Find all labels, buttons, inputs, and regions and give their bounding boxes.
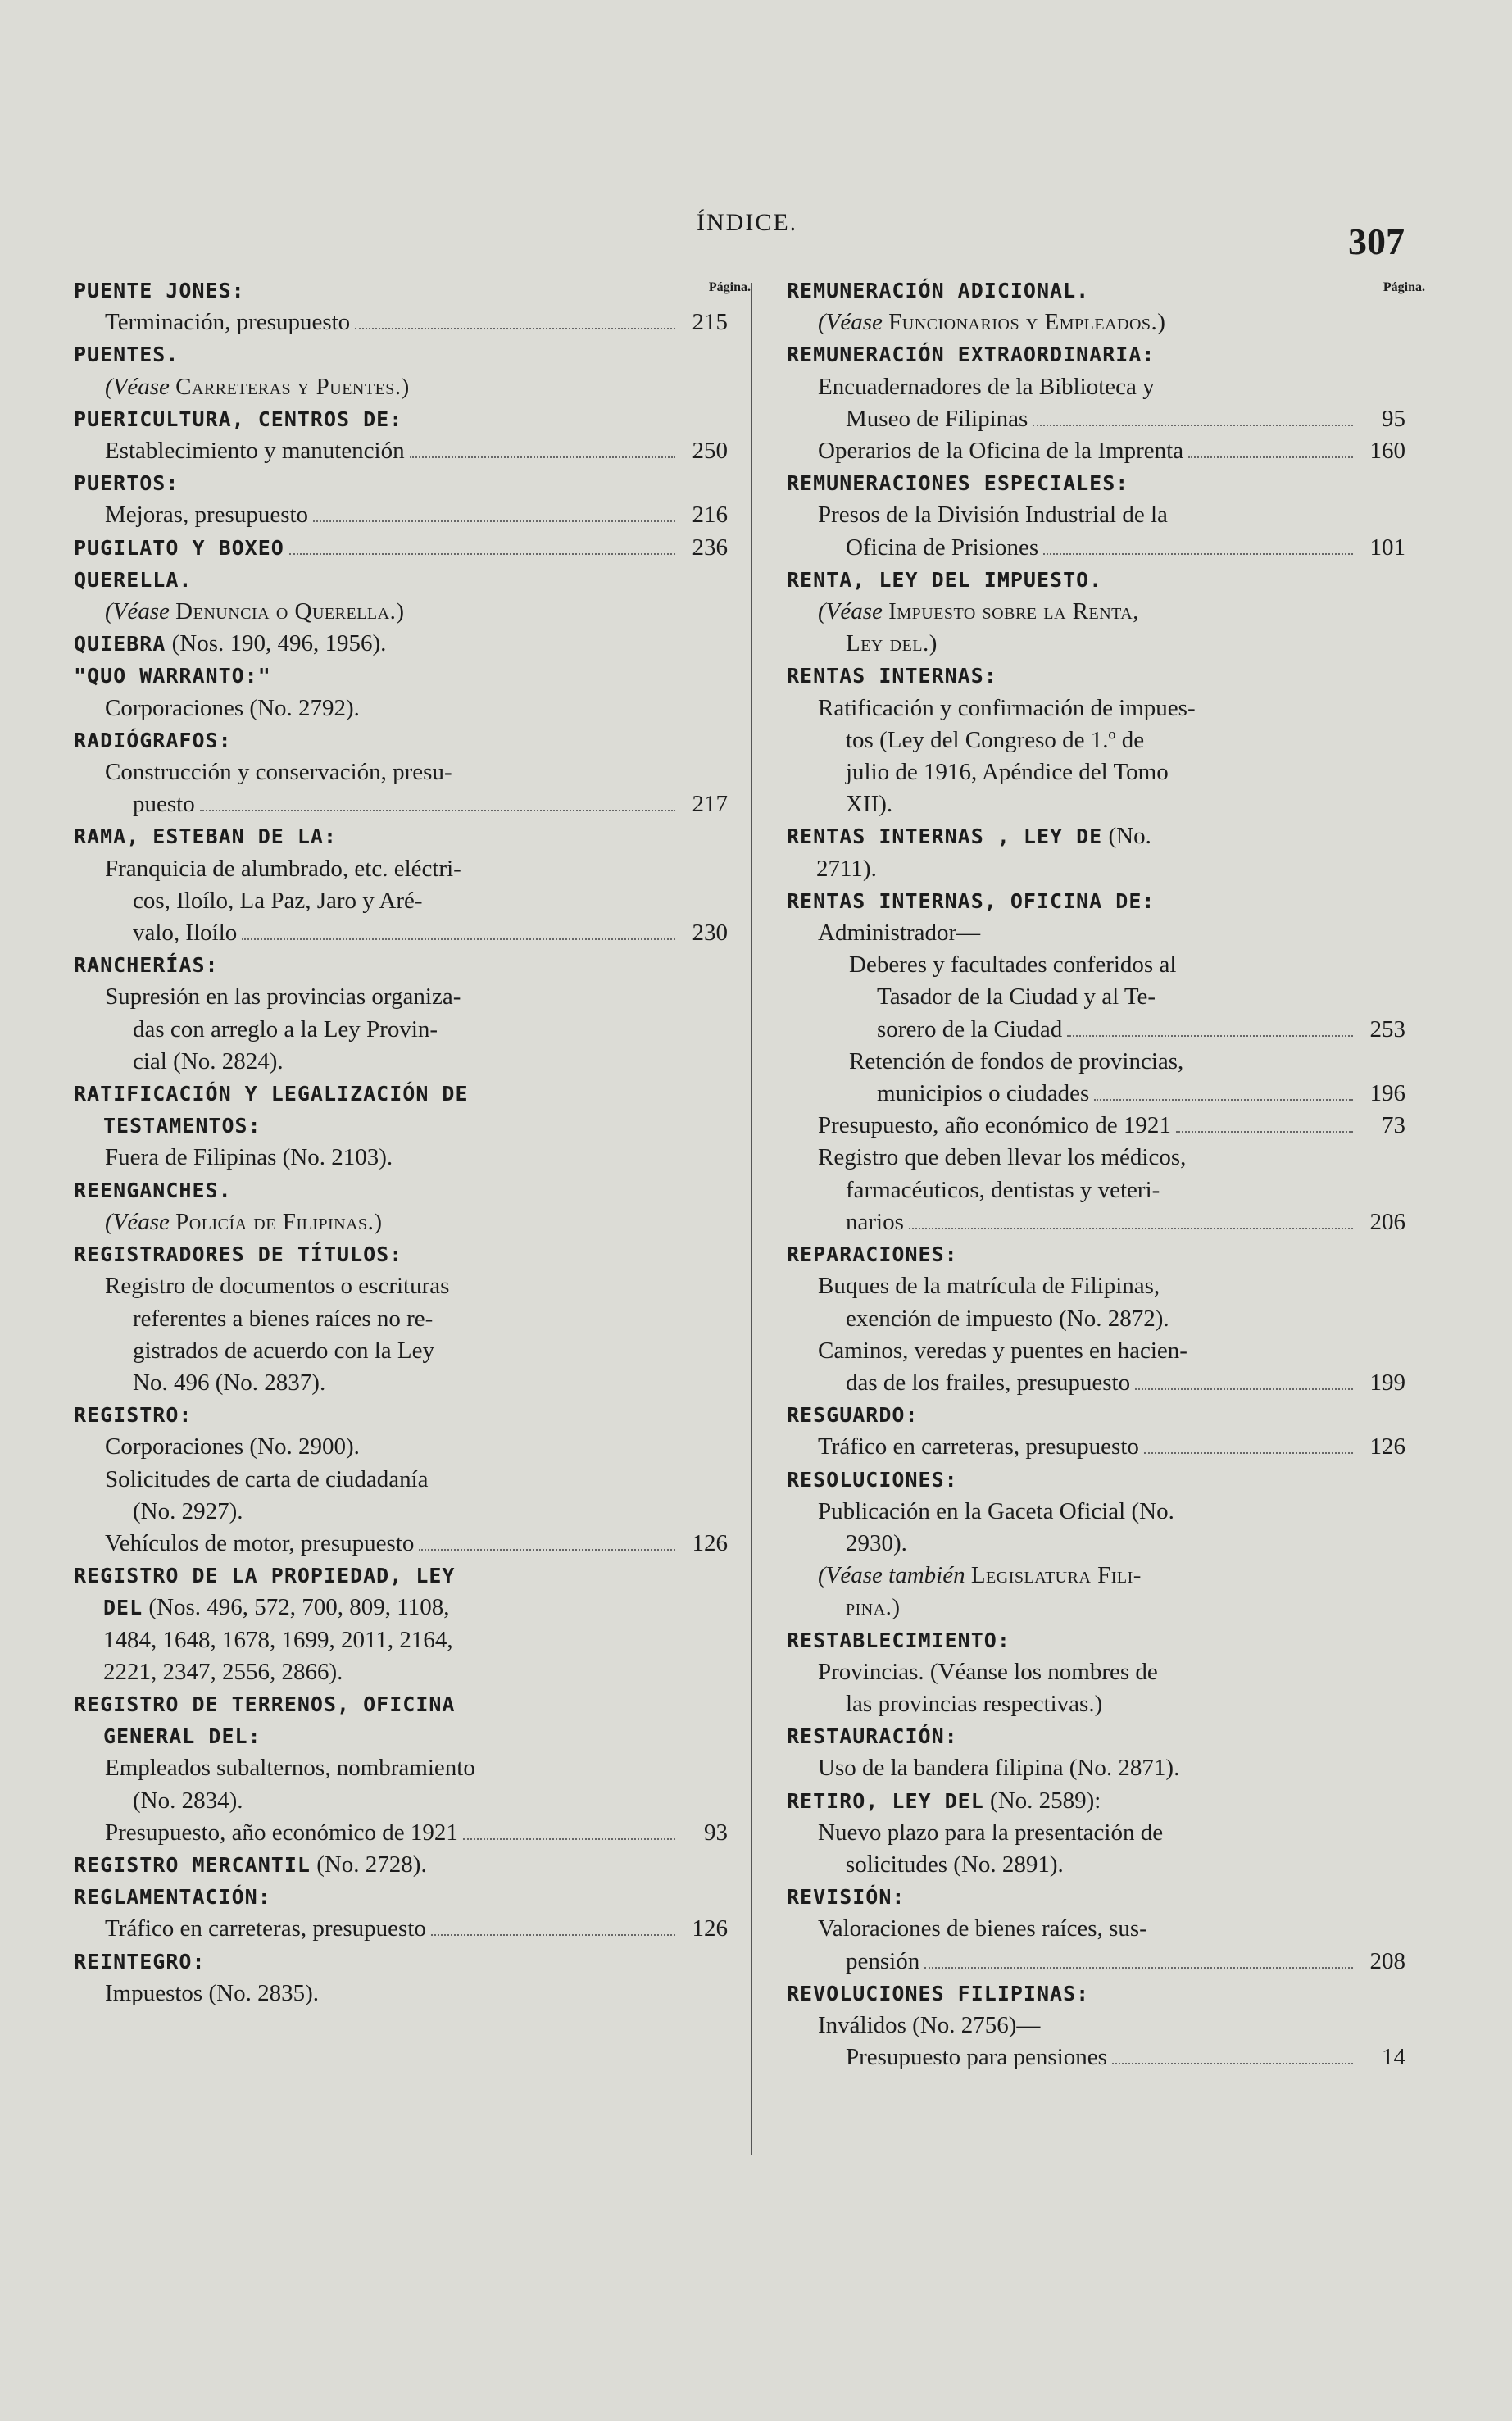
index-heading xyxy=(787,1464,1405,1496)
see-label: (Véase xyxy=(105,1208,170,1235)
heading-term: REMUNERACIÓN ADICIONAL. xyxy=(787,279,1090,302)
index-subentry xyxy=(787,499,1405,531)
page-ref: 208 xyxy=(1369,1947,1405,1974)
index-subentry xyxy=(787,532,1405,564)
index-subentry xyxy=(74,499,728,531)
index-subentry xyxy=(787,1110,1405,1142)
index-subentry xyxy=(74,1913,728,1945)
index-subentry xyxy=(787,693,1405,724)
heading-term: DEL xyxy=(103,1596,143,1620)
heading-term: "QUO WARRANTO:" xyxy=(74,664,271,688)
index-subentry xyxy=(787,1496,1405,1528)
index-subentry xyxy=(787,1174,1405,1206)
dot-leader xyxy=(289,553,675,555)
heading-term: PUGILATO Y BOXEO xyxy=(74,535,284,560)
heading-term: REINTEGRO: xyxy=(74,1949,206,1974)
index-heading-continuation: 2221, 2347, 2556, 2866). xyxy=(103,1658,343,1685)
heading-term: REGISTRO MERCANTIL xyxy=(74,1852,311,1877)
subentry-text: municipios o ciudades xyxy=(877,1080,1090,1107)
index-subentry xyxy=(787,949,1405,981)
heading-term: QUIEBRA xyxy=(74,632,166,656)
subentry-text: Publicación en la Gaceta Oficial (No. xyxy=(818,1497,1174,1524)
index-subentry xyxy=(74,788,728,820)
index-heading xyxy=(787,467,1405,499)
index-heading xyxy=(787,1238,1405,1270)
index-heading xyxy=(74,564,728,596)
subentry-text: Terminación, presupuesto xyxy=(105,309,351,336)
page-ref: 250 xyxy=(692,438,728,465)
see-reference xyxy=(787,596,1405,628)
index-subentry xyxy=(787,724,1405,756)
subentry-text: puesto xyxy=(133,791,195,818)
index-subentry xyxy=(74,1142,728,1174)
page-ref: 126 xyxy=(692,1529,728,1556)
index-subentry xyxy=(787,1688,1405,1720)
heading-term: RESGUARDO: xyxy=(787,1403,919,1428)
subentry-text: Solicitudes de carta de ciudadanía xyxy=(105,1465,429,1492)
heading-term: RAMA, ESTEBAN DE LA: xyxy=(74,824,338,849)
heading-term: PUERTOS: xyxy=(74,471,179,496)
index-heading xyxy=(787,1881,1405,1913)
index-subentry xyxy=(787,1046,1405,1078)
see-reference xyxy=(787,307,1405,338)
index-heading xyxy=(787,1720,1405,1752)
subentry-text: Tasador de la Ciudad y al Te- xyxy=(877,983,1156,1011)
index-heading xyxy=(74,1688,728,1720)
page-ref: 160 xyxy=(1369,438,1405,465)
index-subentry xyxy=(787,1528,1405,1560)
subentry-text: exención de impuesto (No. 2872). xyxy=(846,1305,1169,1332)
index-heading xyxy=(787,1978,1405,2010)
subentry-text: Encuadernadores de la Biblioteca y xyxy=(818,373,1155,400)
index-subentry xyxy=(74,1785,728,1817)
dot-leader xyxy=(1067,1035,1353,1037)
index-subentry xyxy=(787,2010,1405,2042)
index-heading xyxy=(74,1399,728,1431)
index-heading xyxy=(787,885,1405,917)
pagina-label: Página. xyxy=(1383,280,1425,294)
index-subentry xyxy=(787,371,1405,403)
index-heading xyxy=(787,564,1405,596)
index-subentry xyxy=(74,885,728,917)
index-subentry xyxy=(787,756,1405,788)
index-subentry xyxy=(74,853,728,885)
index-subentry xyxy=(74,981,728,1013)
index-heading xyxy=(787,1624,1405,1656)
page-ref: 253 xyxy=(1369,1015,1405,1042)
index-subentry xyxy=(787,1752,1405,1784)
heading-term: REGLAMENTACIÓN: xyxy=(74,1885,271,1910)
dot-leader xyxy=(200,810,675,811)
dot-leader xyxy=(419,1549,675,1551)
dot-leader xyxy=(463,1838,675,1840)
page-ref: 196 xyxy=(1369,1080,1405,1107)
index-heading xyxy=(74,1592,728,1624)
dot-leader xyxy=(1112,2063,1353,2064)
index-heading xyxy=(787,1785,1405,1817)
index-subentry xyxy=(787,1270,1405,1302)
dot-leader xyxy=(1094,1099,1353,1101)
subentry-text: gistrados de acuerdo con la Ley xyxy=(133,1337,434,1364)
dot-leader xyxy=(431,1934,675,1936)
index-subentry xyxy=(74,1431,728,1463)
index-column-left xyxy=(74,275,751,2010)
page-ref: 126 xyxy=(1369,1433,1405,1460)
subentry-text: Supresión en las provincias organiza- xyxy=(105,983,461,1011)
page-ref: 95 xyxy=(1382,405,1405,432)
index-heading xyxy=(74,628,728,660)
index-column-right xyxy=(787,275,1425,2074)
subentry-text: Registro que deben llevar los médicos, xyxy=(818,1144,1187,1171)
see-label: (Véase xyxy=(818,309,883,336)
index-heading xyxy=(787,338,1405,370)
index-heading xyxy=(787,1399,1405,1431)
index-heading xyxy=(74,1174,728,1206)
index-subentry xyxy=(74,756,728,788)
dot-leader xyxy=(355,328,675,329)
see-reference xyxy=(74,1206,728,1238)
heading-term: RENTAS INTERNAS, OFICINA DE: xyxy=(787,888,1156,913)
heading-term: PUENTES. xyxy=(74,343,179,367)
heading-term: RESOLUCIONES: xyxy=(787,1467,958,1492)
heading-term: RADIÓGRAFOS: xyxy=(74,728,232,752)
subentry-text: Buques de la matrícula de Filipinas, xyxy=(818,1273,1160,1300)
heading-term: TESTAMENTOS: xyxy=(103,1114,261,1138)
see-label: (Véase xyxy=(105,373,170,400)
index-subentry xyxy=(74,1496,728,1528)
index-heading xyxy=(74,467,728,499)
see-reference xyxy=(787,1560,1405,1592)
subentry-text: sorero de la Ciudad xyxy=(877,1015,1063,1042)
subentry-text: Administrador— xyxy=(818,920,981,947)
heading-term: RESTAURACIÓN: xyxy=(787,1724,958,1749)
subentry-text: (No. 2834). xyxy=(133,1787,243,1814)
see-target: Legislatura Fili- xyxy=(970,1562,1142,1589)
subentry-text: farmacéuticos, dentistas y veteri- xyxy=(846,1176,1160,1203)
index-subentry xyxy=(74,1978,728,2010)
index-subentry xyxy=(787,1303,1405,1335)
index-subentry xyxy=(787,1206,1405,1238)
index-subentry xyxy=(74,1303,728,1335)
index-heading xyxy=(74,724,728,756)
index-heading xyxy=(74,820,728,852)
subentry-text: 2930). xyxy=(846,1529,907,1556)
subentry-text: Presupuesto para pensiones xyxy=(846,2044,1107,2071)
dot-leader xyxy=(924,1967,1353,1969)
subentry-text: Oficina de Prisiones xyxy=(846,534,1039,561)
index-subentry xyxy=(787,1817,1405,1849)
index-subentry xyxy=(787,435,1405,467)
law-numbers: (No. xyxy=(1108,823,1151,850)
subentry-text: Tráfico en carreteras, presupuesto xyxy=(105,1915,426,1942)
law-numbers: (Nos. 496, 572, 700, 809, 1108, xyxy=(148,1594,450,1621)
subentry-text: Empleados subalternos, nombramiento xyxy=(105,1755,475,1782)
index-subentry xyxy=(787,1078,1405,1110)
subentry-text: Vehículos de motor, presupuesto xyxy=(105,1529,415,1556)
subentry-text: valo, Iloílo xyxy=(133,920,238,947)
see-label: (Véase xyxy=(818,598,883,625)
index-subentry xyxy=(787,917,1405,949)
index-subentry xyxy=(787,403,1405,435)
pagina-label: Página. xyxy=(708,280,751,294)
page-ref: 93 xyxy=(704,1819,728,1846)
index-heading xyxy=(74,1110,728,1142)
index-heading xyxy=(74,1078,728,1110)
subentry-text: Tráfico en carreteras, presupuesto xyxy=(818,1433,1139,1460)
index-subentry xyxy=(74,1270,728,1302)
subentry-text: Establecimiento y manutención xyxy=(105,438,405,465)
dot-leader xyxy=(1144,1452,1353,1454)
page-number: 307 xyxy=(1348,220,1405,262)
heading-term: REMUNERACIONES ESPECIALES: xyxy=(787,471,1129,496)
index-heading xyxy=(74,1881,728,1913)
index-subentry xyxy=(787,1592,1405,1624)
index-subentry xyxy=(74,1752,728,1784)
page-ref: 101 xyxy=(1369,534,1405,561)
law-numbers: (No. 2728). xyxy=(316,1851,427,1878)
heading-term: REGISTRO DE LA PROPIEDAD, LEY xyxy=(74,1564,456,1588)
index-heading-continuation: 2711). xyxy=(816,855,877,882)
heading-term: RESTABLECIMIENTO: xyxy=(787,1628,1010,1652)
subentry-text: Registro de documentos o escrituras xyxy=(105,1273,450,1300)
law-numbers: (No. 2589): xyxy=(990,1787,1101,1814)
subentry-text: XII). xyxy=(846,791,893,818)
dot-leader xyxy=(1135,1388,1353,1390)
index-subentry xyxy=(74,1046,728,1078)
dot-leader xyxy=(1188,456,1353,458)
index-subentry xyxy=(787,1656,1405,1688)
heading-term: GENERAL DEL: xyxy=(103,1724,261,1749)
index-subentry xyxy=(787,2042,1405,2074)
dot-leader xyxy=(242,938,675,940)
heading-term: REENGANCHES. xyxy=(74,1178,232,1202)
index-subentry xyxy=(787,1913,1405,1945)
subentry-text: Mejoras, presupuesto xyxy=(105,502,309,529)
heading-term: REMUNERACIÓN EXTRAORDINARIA: xyxy=(787,343,1156,367)
page-ref: 206 xyxy=(1369,1208,1405,1235)
subentry-text: Franquicia de alumbrado, etc. eléctri- xyxy=(105,855,461,882)
subentry-text: Provincias. (Véanse los nombres de xyxy=(818,1658,1158,1685)
dot-leader xyxy=(410,456,675,458)
see-target: Denuncia o Querella.) xyxy=(175,598,405,625)
index-subentry xyxy=(787,981,1405,1013)
heading-term: REGISTRO: xyxy=(74,1403,193,1428)
subentry-text: pensión xyxy=(846,1947,920,1974)
see-target: Funcionarios y Empleados.) xyxy=(888,309,1166,336)
heading-term: REPARACIONES: xyxy=(787,1242,958,1267)
heading-term: PUENTE JONES: xyxy=(74,279,245,302)
subentry-text: Deberes y facultades conferidos al xyxy=(849,952,1177,979)
index-subentry xyxy=(787,1367,1405,1399)
subentry-text: Fuera de Filipinas (No. 2103). xyxy=(105,1144,393,1171)
see-label: (Véase también xyxy=(818,1562,965,1589)
subentry-text: Inválidos (No. 2756)— xyxy=(818,2011,1041,2038)
subentry-text: narios xyxy=(846,1208,904,1235)
subentry-text: pina.) xyxy=(846,1594,901,1621)
see-target: Impuesto sobre la Renta, xyxy=(888,598,1139,625)
heading-term: QUERELLA. xyxy=(74,567,193,592)
heading-term: RATIFICACIÓN Y LEGALIZACIÓN DE xyxy=(74,1082,469,1106)
index-heading-continuation: 1484, 1648, 1678, 1699, 2011, 2164, xyxy=(103,1626,453,1653)
index-subentry xyxy=(74,307,728,338)
subentry-text: Corporaciones (No. 2900). xyxy=(105,1433,360,1460)
heading-term: PUERICULTURA, CENTROS DE: xyxy=(74,407,403,431)
index-heading xyxy=(74,532,728,564)
subentry-text: No. 496 (No. 2837). xyxy=(133,1369,326,1396)
index-subentry xyxy=(787,1431,1405,1463)
heading-term: RENTA, LEY DEL IMPUESTO. xyxy=(787,567,1103,592)
heading-term: REVOLUCIONES FILIPINAS: xyxy=(787,1981,1090,2005)
index-subentry xyxy=(787,628,1405,660)
see-reference xyxy=(74,371,728,403)
dot-leader xyxy=(1033,425,1353,426)
subentry-text: (No. 2927). xyxy=(133,1497,243,1524)
page-ref: 236 xyxy=(692,534,728,561)
index-heading xyxy=(74,1238,728,1270)
subentry-text: Retención de fondos de provincias, xyxy=(849,1047,1184,1074)
index-heading xyxy=(74,949,728,981)
page-ref: 217 xyxy=(692,791,728,818)
subentry-text: Nuevo plazo para la presentación de xyxy=(818,1819,1164,1846)
subentry-text: cos, Iloílo, La Paz, Jaro y Aré- xyxy=(133,887,423,914)
heading-term: REGISTRADORES DE TÍTULOS: xyxy=(74,1242,403,1267)
index-subentry xyxy=(787,1335,1405,1367)
index-subentry xyxy=(74,693,728,724)
subentry-text: julio de 1916, Apéndice del Tomo xyxy=(846,759,1169,786)
subentry-text: Valoraciones de bienes raíces, sus- xyxy=(818,1915,1147,1942)
dot-leader xyxy=(909,1228,1353,1229)
index-subentry xyxy=(74,1528,728,1560)
index-subentry xyxy=(787,788,1405,820)
heading-term: REGISTRO DE TERRENOS, OFICINA xyxy=(74,1692,456,1716)
index-subentry xyxy=(74,435,728,467)
subentry-text: Ratificación y confirmación de impues- xyxy=(818,694,1196,721)
see-reference xyxy=(74,596,728,628)
running-title: ÍNDICE. xyxy=(697,209,798,236)
subentry-text: Presupuesto, año económico de 1921 xyxy=(818,1112,1171,1139)
index-heading xyxy=(74,660,728,692)
dot-leader xyxy=(1176,1131,1353,1133)
index-heading xyxy=(74,338,728,370)
index-subentry xyxy=(74,1464,728,1496)
index-heading xyxy=(74,1849,728,1881)
see-target: Policía de Filipinas.) xyxy=(175,1208,383,1235)
index-heading xyxy=(787,275,1405,307)
index-subentry xyxy=(74,1014,728,1046)
heading-term: RENTAS INTERNAS , LEY DE xyxy=(787,824,1103,849)
index-subentry xyxy=(74,917,728,949)
page-ref: 14 xyxy=(1382,2044,1405,2071)
index-subentry xyxy=(74,1817,728,1849)
heading-term: RETIRO, LEY DEL xyxy=(787,1788,984,1813)
see-label: (Véase xyxy=(105,598,170,625)
law-numbers: (Nos. 190, 496, 1956). xyxy=(171,630,387,657)
page-ref: 73 xyxy=(1382,1112,1405,1139)
page-ref: 215 xyxy=(692,309,728,336)
index-heading xyxy=(74,403,728,435)
index-subentry xyxy=(787,1946,1405,1978)
index-heading xyxy=(74,1720,728,1752)
subentry-text: das con arreglo a la Ley Provin- xyxy=(133,1015,438,1042)
subentry-text: Presos de la División Industrial de la xyxy=(818,502,1168,529)
subentry-text: referentes a bienes raíces no re- xyxy=(133,1305,434,1332)
index-heading xyxy=(74,1946,728,1978)
dot-leader xyxy=(1043,553,1353,555)
subentry-text: Uso de la bandera filipina (No. 2871). xyxy=(818,1755,1180,1782)
heading-term: RANCHERÍAS: xyxy=(74,953,219,978)
index-subentry xyxy=(787,1142,1405,1174)
heading-term: RENTAS INTERNAS: xyxy=(787,664,997,688)
subentry-text: cial (No. 2824). xyxy=(133,1047,284,1074)
subentry-text: las provincias respectivas.) xyxy=(846,1690,1103,1717)
subentry-text: tos (Ley del Congreso de 1.º de xyxy=(846,726,1145,753)
subentry-text: Corporaciones (No. 2792). xyxy=(105,694,360,721)
page-ref: 230 xyxy=(692,920,728,947)
page-ref: 216 xyxy=(692,502,728,529)
subentry-text: Ley del.) xyxy=(846,630,938,657)
index-heading xyxy=(74,1560,728,1592)
page-ref: 199 xyxy=(1369,1369,1405,1396)
dot-leader xyxy=(313,520,675,522)
subentry-text: das de los frailes, presupuesto xyxy=(846,1369,1131,1396)
index-heading xyxy=(787,660,1405,692)
index-subentry xyxy=(74,1335,728,1367)
subentry-text: Impuestos (No. 2835). xyxy=(105,1979,319,2006)
subentry-text: Caminos, veredas y puentes en hacien- xyxy=(818,1337,1187,1364)
column-divider xyxy=(751,283,752,2155)
subentry-text: Construcción y conservación, presu- xyxy=(105,759,452,786)
subentry-text: Museo de Filipinas xyxy=(846,405,1028,432)
index-subentry xyxy=(787,1014,1405,1046)
subentry-text: Operarios de la Oficina de la Imprenta xyxy=(818,438,1184,465)
index-subentry xyxy=(787,1849,1405,1881)
subentry-text: Presupuesto, año económico de 1921 xyxy=(105,1819,458,1846)
heading-term: REVISIÓN: xyxy=(787,1885,906,1910)
index-heading xyxy=(74,275,728,307)
index-heading xyxy=(787,820,1405,852)
index-subentry xyxy=(74,1367,728,1399)
see-target: Carreteras y Puentes.) xyxy=(175,373,410,400)
subentry-text: solicitudes (No. 2891). xyxy=(846,1851,1064,1878)
page-ref: 126 xyxy=(692,1915,728,1942)
